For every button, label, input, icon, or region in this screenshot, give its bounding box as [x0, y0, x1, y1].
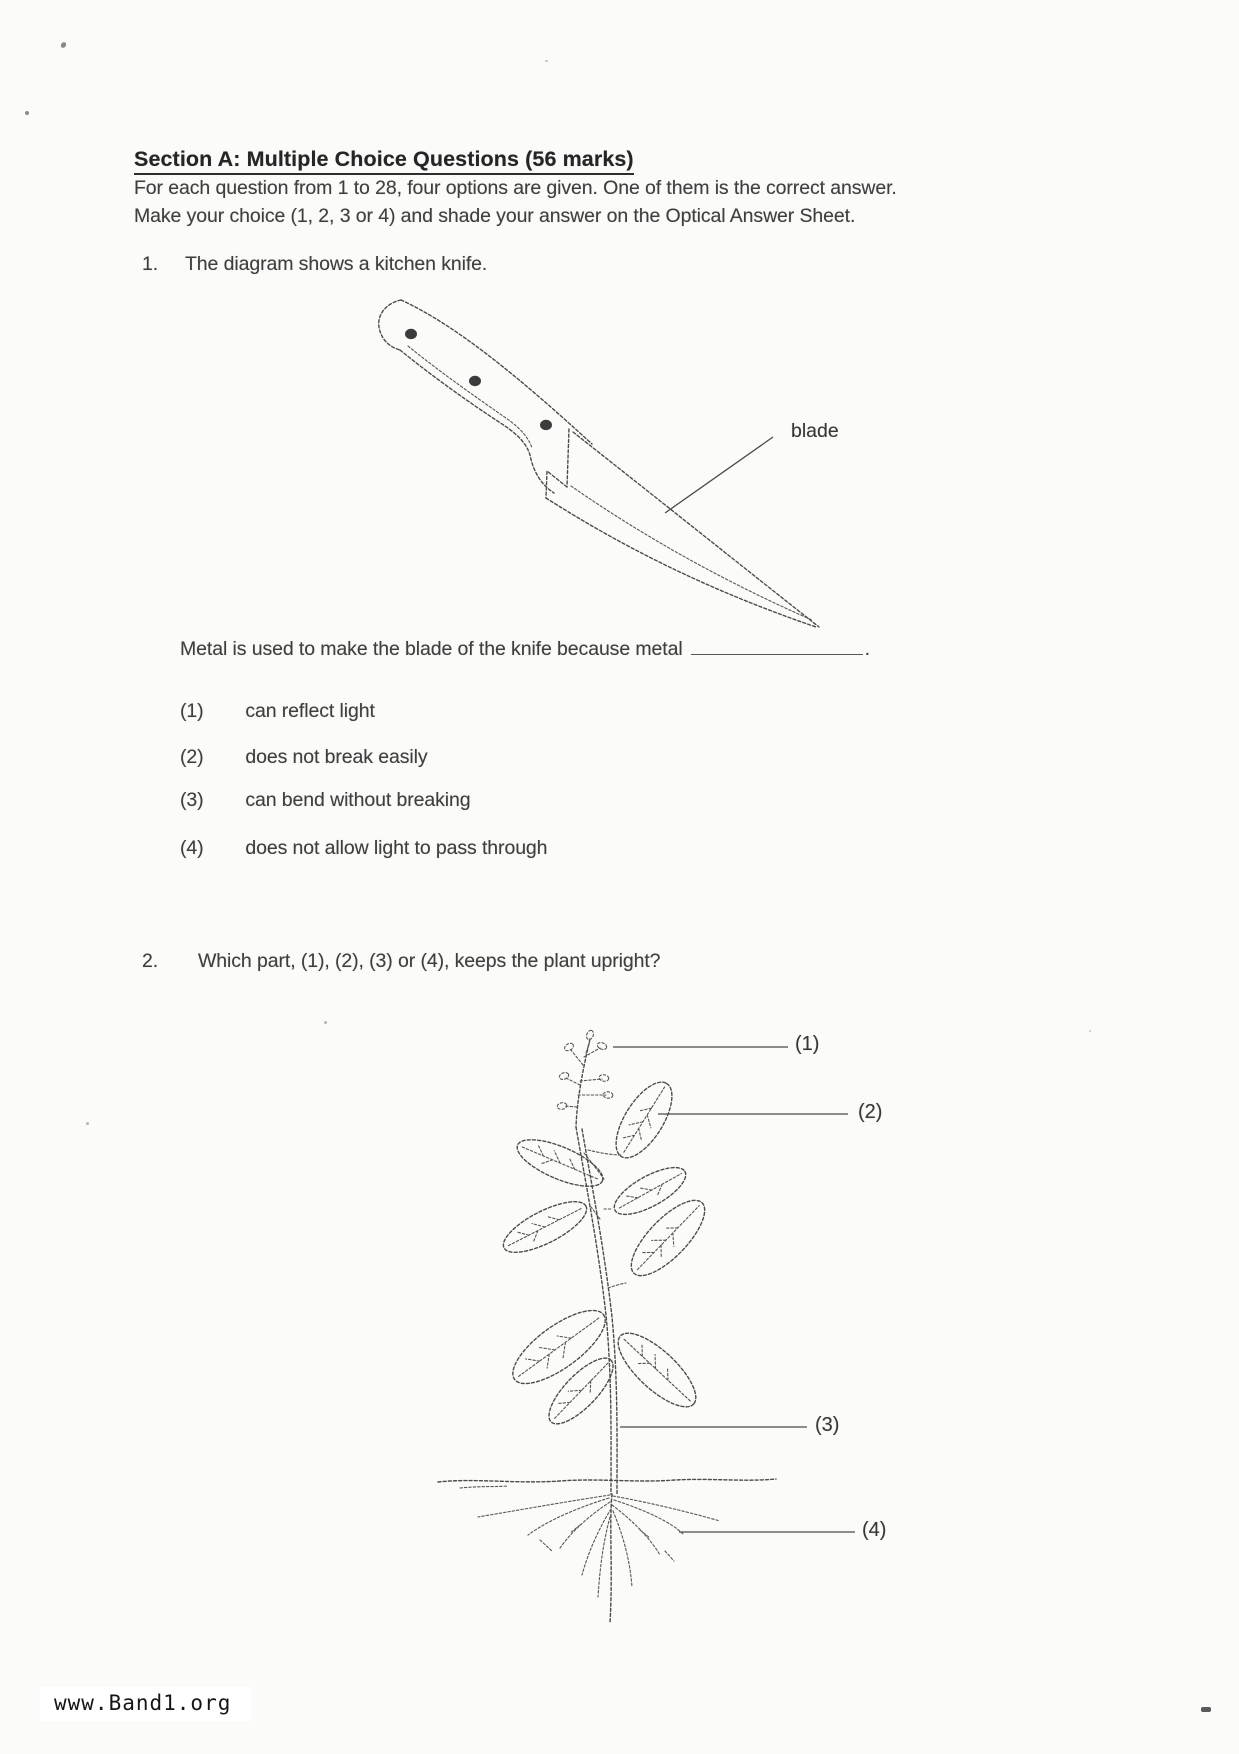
scan-speck	[25, 111, 29, 115]
option-1-text: can reflect light	[245, 700, 375, 722]
instruction-line-2: Make your choice (1, 2, 3 or 4) and shade your answer on the Optical Answer Sheet.	[134, 205, 856, 227]
option-4-number: (4)	[180, 837, 204, 859]
question-1-stem	[180, 638, 870, 661]
plant-stem	[576, 1039, 617, 1494]
plant-label-2: (2)	[858, 1101, 883, 1123]
plant-leaves	[497, 1073, 716, 1433]
scan-speck	[324, 1021, 327, 1024]
watermark: www.Band1.org	[40, 1687, 251, 1721]
scan-speck	[1201, 1707, 1211, 1712]
option-row-4	[180, 837, 547, 860]
blade-label: blade	[791, 420, 839, 442]
question-2-title	[142, 950, 660, 973]
option-row-3	[180, 789, 471, 812]
scan-speck	[60, 41, 68, 49]
question-2-number: 2.	[142, 950, 159, 972]
plant-label-4: (4)	[862, 1519, 887, 1541]
option-row-2	[180, 746, 428, 769]
scan-speck	[1089, 1030, 1091, 1032]
question-1-stem-suffix: .	[864, 638, 870, 660]
question-2-text: Which part, (1), (2), (3) or (4), keeps the plant upright?	[198, 950, 661, 972]
plant-figure	[420, 995, 900, 1640]
ground-line	[438, 1479, 776, 1488]
kitchen-knife-figure	[368, 284, 838, 644]
plant-roots	[478, 1494, 720, 1623]
option-4-text: does not allow light to pass through	[245, 837, 548, 859]
knife-blade	[546, 429, 819, 627]
question-1-title	[142, 253, 487, 276]
option-3-number: (3)	[180, 789, 204, 811]
plant-label-3: (3)	[815, 1414, 840, 1436]
option-row-1	[180, 700, 375, 723]
section-heading: Section A: Multiple Choice Questions (56 marks)	[134, 147, 634, 175]
scan-speck	[86, 1122, 89, 1125]
plant-label-1: (1)	[795, 1033, 820, 1055]
blade-callout-line	[665, 437, 773, 513]
question-1-text: The diagram shows a kitchen knife.	[185, 253, 488, 275]
option-2-number: (2)	[180, 746, 204, 768]
option-3-text: can bend without breaking	[245, 789, 471, 811]
knife-handle	[379, 300, 592, 493]
question-1-stem-text: Metal is used to make the blade of the knife because metal	[180, 638, 683, 660]
instruction-line-1: For each question from 1 to 28, four options are given. One of them is the correct answer.	[134, 177, 897, 199]
scan-speck	[545, 60, 548, 62]
option-1-number: (1)	[180, 700, 204, 722]
question-1-number: 1.	[142, 253, 159, 275]
plant-flowers	[557, 1029, 613, 1110]
option-2-text: does not break easily	[245, 746, 428, 768]
answer-blank	[691, 648, 863, 655]
